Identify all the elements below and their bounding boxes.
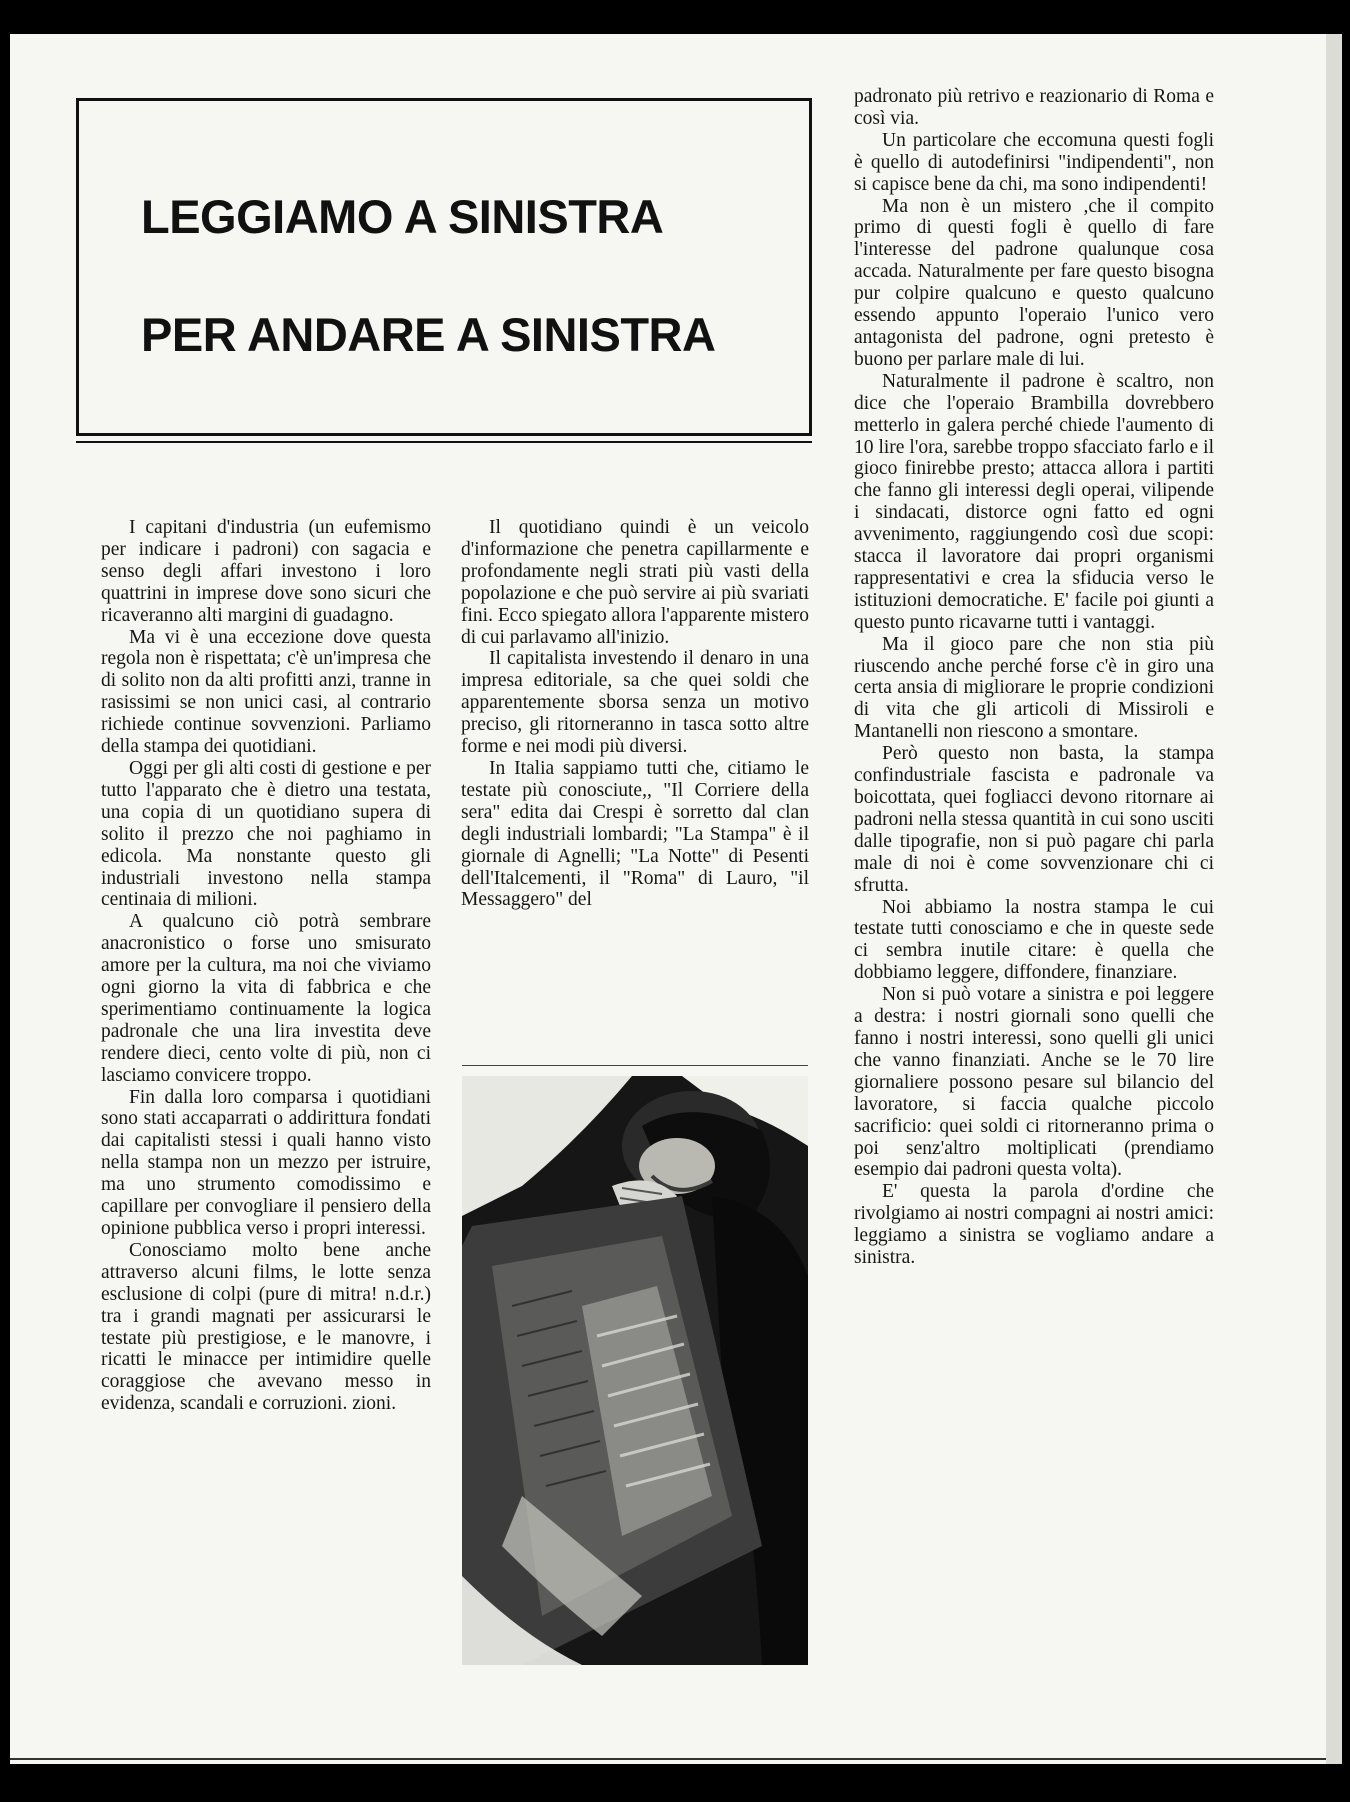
paragraph: Il capitalista investendo il denaro in una impresa editoriale, sa che quei soldi che apparentemente sborsa senza un motivo preciso, gli ritorneranno in tasca sotto altre forme e nei modi più diversi. [461,648,809,758]
paragraph: Noi abbiamo la nostra stampa le cui testate tutti conosciamo e che in queste sede ci sembra inutile citare: è quella che dobbiamo leggere, diffondere, finanziare. [854,896,1214,984]
paragraph: Fin dalla loro comparsa i quotidiani sono stati accaparrati o addirittura fondati dai capitalisti stessi i quali hanno visto nella stampa non un mezzo per istruire, ma uno strumento comodissimo e capillare per convogliare il pensiero della opinione pubblica verso i propri interessi. [101,1086,431,1239]
headline-line-1: LEGGIAMO A SINISTRA [141,190,664,243]
article-column-2 [461,517,809,911]
paragraph: Il quotidiano quindi è un veicolo d'informazione che penetra capillarmente e profondamente negli strati più vasti della popolazione e che può servire ai più svariati fini. Ecco spiegato allora l'apparente mistero di cui parlavamo all'inizio. [461,517,809,648]
paragraph: Ma il gioco pare che non stia più riuscendo anche perché forse c'è in giro una certa ansia di migliorare le proprie condizioni di vita che gli articoli di Missiroli e Mantanelli non riescono a smontare. [854,633,1214,743]
page-edge-strip [1326,34,1342,1764]
paragraph: A qualcuno ciò potrà sembrare anacronistico o forse uno smisurato amore per la cultura, ma noi che viviamo ogni giorno la vita di fabbrica e che sperimentiamo continuamente la logica padronale che una lira investita deve rendere dieci, cento volte di più, non ci lasciamo convicere troppo. [101,911,431,1086]
paragraph: Non si può votare a sinistra e poi leggere a destra: i nostri giornali sono quelli che fanno i nostri interessi, sono quelli gli unici che vanno finanziati. Anche se le 70 lire giornaliere possono pesare sul bilancio del lavoratore, si faccia qualche piccolo sacrificio: quei soldi ci ritorneranno prima o poi senz'altro moltiplicati (prendiamo esempio dai padroni questa volta). [854,984,1214,1181]
paragraph: Conosciamo molto bene anche attraverso alcuni films, le lotte senza esclusione di colpi (pure di mitra! n.d.r.) tra i grandi magnati per assicurarsi le testate più prestigiose, e le manovre, i ricatti le minacce per intimidire quelle coraggiose che avevano messo in evidenza, scandali e corruzioni. zioni. [101,1239,431,1415]
photo-illustration [462,1076,808,1665]
article-column-3 [854,86,1214,1269]
paragraph: Però questo non basta, la stampa confindustriale fascista e padronale va boicottata, quei fogliacci devono ritornare ai padroni nella stessa quantità in cui sono usciti dalle tipografie, non si può pagare chi parla male di noi è come sovvenzionare chi ci sfrutta. [854,743,1214,896]
headline-box [76,98,812,436]
paragraph-continued: padronato più retrivo e reazionario di Roma e così via. [854,86,1214,129]
bottom-rule [10,1758,1326,1760]
newspaper-reader-photo [462,1076,808,1665]
paragraph: E' questa la parola d'ordine che rivolgiamo ai nostri compagni ai nostri amici: leggiamo a sinistra se vogliamo andare a sinistra. [854,1181,1214,1269]
paragraph: I capitani d'industria (un eufemismo per indicare i padroni) con sagacia e senso degli affari investono i loro quattrini in imprese dove sono sicuri che ricaveranno alti margini di guadagno. [101,517,431,626]
scan-border-bottom [0,1764,1350,1802]
headline-line-2: PER ANDARE A SINISTRA [141,308,716,361]
paragraph: Ma non è un mistero ,che il compito primo di questi fogli è quello di fare l'interesse del padrone qualunque cosa accada. Naturalmente per fare questo bisogna pur colpire qualcuno e questo qualcuno essendo appunto l'operaio l'unico vero antagonista del padrone, ogni pretesto è buono per parlare male di lui. [854,195,1214,370]
paragraph: Naturalmente il padrone è scaltro, non dice che l'operaio Brambilla dovrebbero metterlo in galera perché chiede l'aumento di 10 lire l'ora, sarebbe troppo sfacciato farlo e il gioco finirebbe presto; attacca allora i partiti che fanno gli interessi degli operai, vilipende i sindacati, distorce ogni fatto ed ogni avvenimento, raggiungendo così due scopi: stacca il lavoratore dai propri organismi rappresentativi e crea la sfiducia verso le istituzioni democratiche. E' facile poi giunti a questo punto ricavarne tutti i vantaggi. [854,370,1214,633]
photo-top-rule [462,1065,808,1066]
article-column-1 [101,517,431,1415]
paragraph: Un particolare che eccomuna questi fogli è quello di autodefinirsi "indipendenti", non si capisce bene da chi, ma sono indipendenti! [854,129,1214,195]
paragraph: Ma vi è una eccezione dove questa regola non è rispettata; c'è un'impresa che di solito non da alti profitti anzi, tranne in rasissimi se non unici casi, al contrario richiede continue sovvenzioni. Parliamo della stampa dei quotidiani. [101,626,431,758]
paragraph: Oggi per gli alti costi di gestione e per tutto l'apparato che è dietro una testata, una copia di un quotidiano supera di solito il prezzo che noi paghiamo in edicola. Ma nonstante questo gli industriali investono nella stampa centinaia di milioni. [101,757,431,911]
paragraph: In Italia sappiamo tutti che, citiamo le testate più conosciute,, "Il Corriere della sera" edita dai Crespi è sorretto dal clan degli industriali lombardi; "La Stampa" è il giornale di Agnelli; "La Notte" di Pesenti dell'Italcementi, il "Roma" di Lauro, "il Messaggero" del [461,757,809,911]
